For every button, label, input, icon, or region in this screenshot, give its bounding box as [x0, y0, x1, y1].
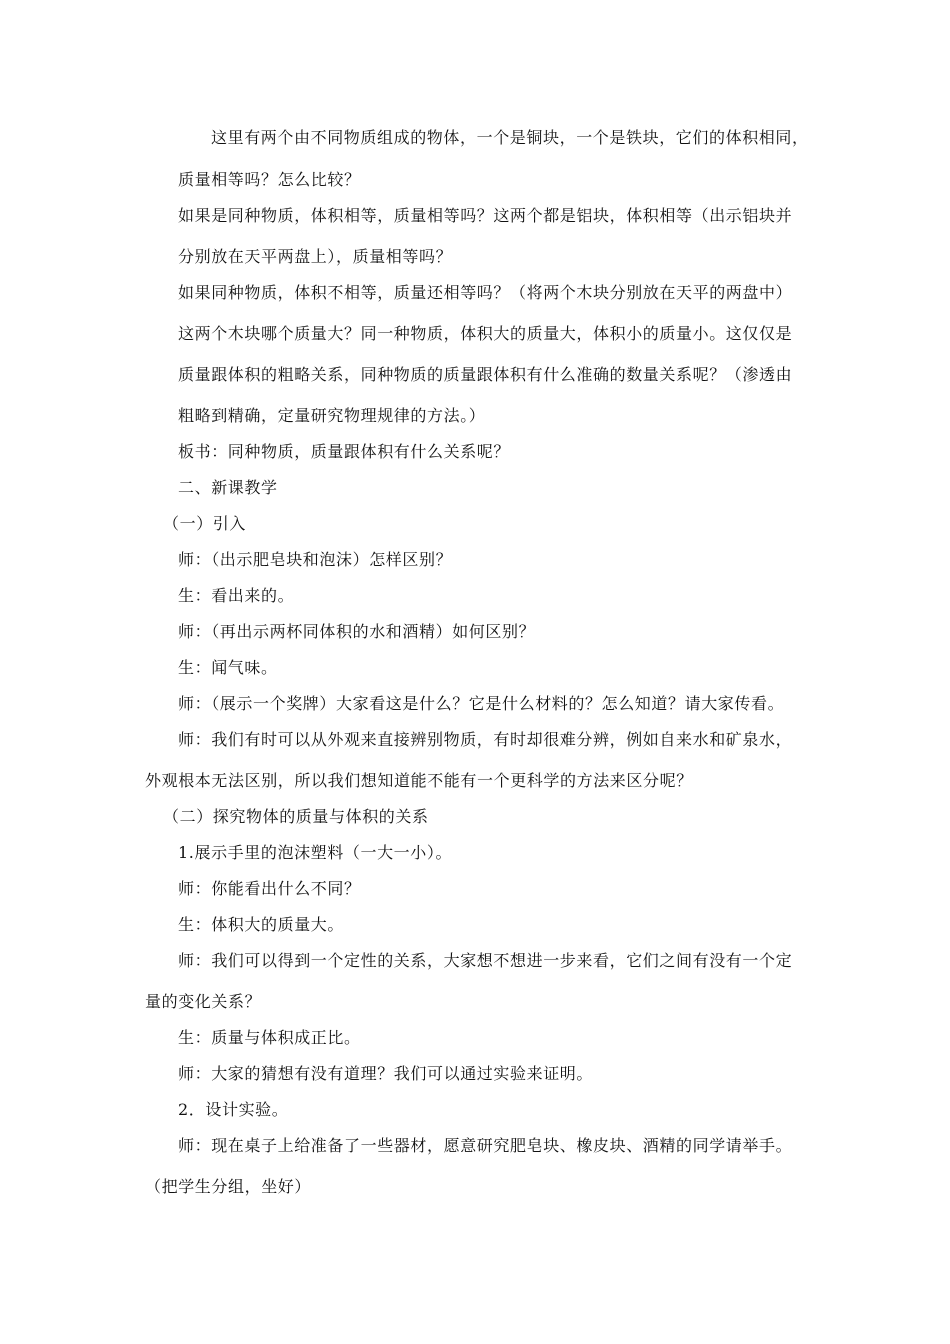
paragraph-line: 这里有两个由不同物质组成的物体，一个是铜块，一个是铁块，它们的体积相同，: [211, 128, 809, 147]
paragraph-line: 这两个木块哪个质量大？同一种物质，体积大的质量大，体积小的质量小。这仅仅是: [178, 324, 793, 343]
paragraph-line: 质量跟体积的粗略关系，同种物质的质量跟体积有什么准确的数量关系呢？（渗透由: [178, 365, 793, 384]
paragraph-line: 量的变化关系？: [145, 992, 262, 1011]
paragraph-line: 粗略到精确，定量研究物理规律的方法。）: [178, 406, 486, 425]
paragraph-line: 师：你能看出什么不同？: [178, 879, 361, 898]
paragraph-line: 2．设计实验。: [178, 1100, 289, 1119]
section-heading: 二、新课教学: [178, 478, 278, 497]
paragraph-line: 如果是同种物质，体积相等，质量相等吗？这两个都是铝块，体积相等（出示铝块并: [178, 206, 793, 225]
subsection-heading: （二）探究物体的质量与体积的关系: [163, 807, 429, 826]
subsection-heading: （一）引入: [163, 514, 247, 533]
paragraph-line: 如果同种物质，体积不相等，质量还相等吗？（将两个木块分别放在天平的两盘中）: [178, 283, 793, 302]
paragraph-line: 师：我们可以得到一个定性的关系，大家想不想进一步来看，它们之间有没有一个定: [178, 951, 793, 970]
paragraph-line: 质量相等吗？怎么比较？: [178, 170, 361, 189]
paragraph-line: （把学生分组，坐好）: [145, 1177, 312, 1196]
paragraph-line: 板书：同种物质，质量跟体积有什么关系呢？: [178, 442, 511, 461]
paragraph-line: 生：闻气味。: [178, 658, 278, 677]
paragraph-line: 师：我们有时可以从外观来直接辨别物质，有时却很难分辨，例如自来水和矿泉水，: [178, 730, 793, 749]
paragraph-line: 师：大家的猜想有没有道理？我们可以通过实验来证明。: [178, 1064, 594, 1083]
paragraph-line: 师：（展示一个奖牌）大家看这是什么？它是什么材料的？怎么知道？请大家传看。: [178, 694, 785, 713]
paragraph-line: 生：质量与体积成正比。: [178, 1028, 361, 1047]
paragraph-line: 1.展示手里的泡沫塑料（一大一小）。: [178, 843, 453, 862]
paragraph-line: 外观根本无法区别，所以我们想知道能不能有一个更科学的方法来区分呢？: [145, 771, 693, 790]
paragraph-line: 师：（再出示两杯同体积的水和酒精）如何区别？: [178, 622, 536, 641]
paragraph-line: 师：（出示肥皂块和泡沫）怎样区别？: [178, 550, 453, 569]
paragraph-line: 分别放在天平两盘上），质量相等吗？: [178, 247, 453, 266]
paragraph-line: 师：现在桌子上给准备了一些器材，愿意研究肥皂块、橡皮块、酒精的同学请举手。: [178, 1136, 793, 1155]
paragraph-line: 生：体积大的质量大。: [178, 915, 345, 934]
paragraph-line: 生：看出来的。: [178, 586, 295, 605]
